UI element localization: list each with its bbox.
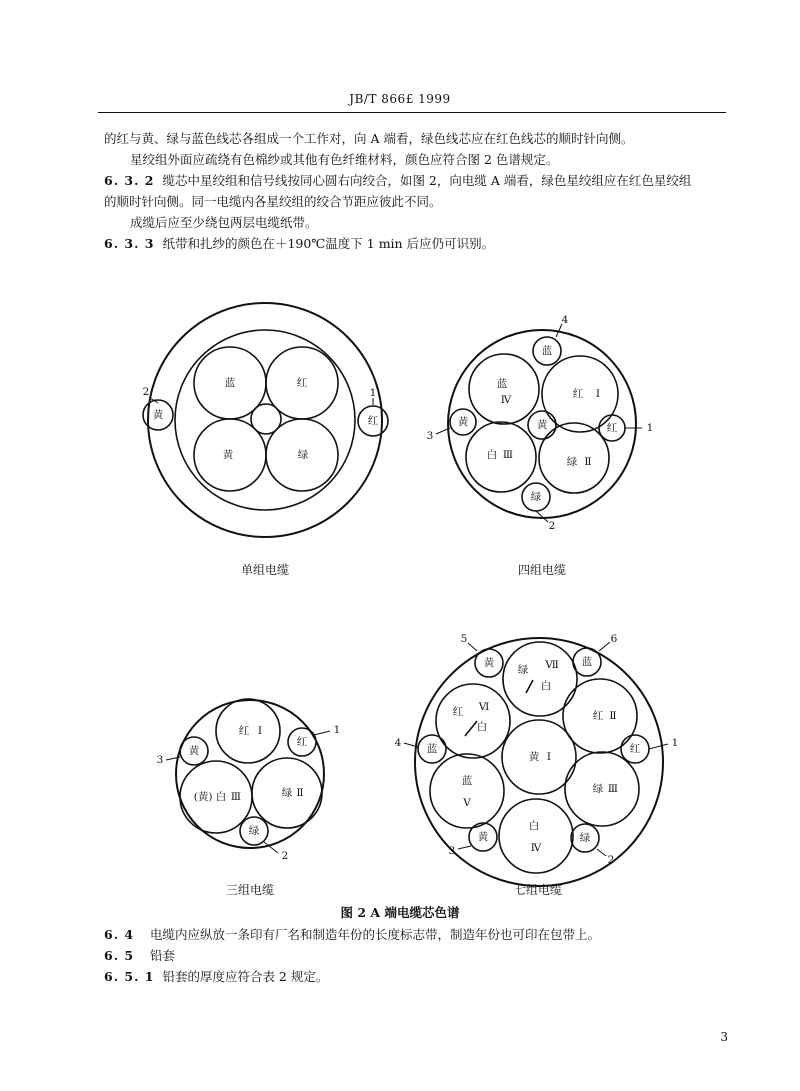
outer-label: 黄 [483, 657, 495, 669]
core-white-iii [466, 422, 536, 492]
paragraph-text: 铅套的厚度应符合表 2 规定。 [162, 969, 329, 984]
section-number: 6. 5. 1 [104, 969, 155, 984]
outer-label: 黄 [457, 416, 469, 428]
core-numeral: Ⅳ [530, 842, 542, 854]
core-numeral: Ⅱ [296, 787, 304, 799]
core-label: 蓝 [224, 377, 236, 389]
callout-number: 5 [460, 633, 468, 645]
outer-label: 绿 [530, 491, 542, 503]
callout-number: 1 [646, 422, 654, 434]
callout-number: 2 [142, 386, 150, 398]
core-numeral: Ⅳ [500, 394, 512, 406]
core-green-vii [503, 642, 577, 716]
outer-sheath [148, 303, 382, 537]
core-label: 绿 [517, 664, 529, 676]
core-numeral: Ⅱ [609, 710, 617, 722]
outer-label: 红 [367, 415, 379, 427]
core-numeral: Ⅵ [478, 701, 490, 713]
core-label: 白 [528, 820, 540, 832]
core-label: 绿 [592, 783, 604, 795]
outer-label: 红 [606, 422, 618, 434]
callout-number: 4 [561, 314, 569, 326]
callout-number: 1 [369, 387, 377, 399]
paragraph-2: 星绞组外面应疏绕有色棉纱或其他有色纤维材料，颜色应符合图 2 色谱规定。 [130, 152, 559, 167]
outer-label: 蓝 [426, 743, 438, 755]
core-numeral: Ⅴ [463, 797, 471, 809]
paragraph-text: 缆芯中星绞组和信号线按同心圆右向绞合，如图 2，向电缆 A 端看，绿色星绞组应在红色星绞组 [162, 173, 692, 188]
figure-title: 图 2 A 端电缆芯色谱 [340, 905, 460, 920]
core-numeral: Ⅲ [607, 783, 619, 795]
core-numeral: Ⅰ [546, 751, 552, 763]
core-label: 红 [452, 706, 464, 718]
paragraph-4: 成缆后应至少绕包两层电缆纸带。 [130, 215, 318, 230]
core-label: 蓝 [496, 378, 508, 390]
outer-label: 蓝 [581, 656, 593, 668]
outer-label: 绿 [248, 825, 260, 837]
core-label: 黄 [528, 751, 540, 763]
core-label: 红 [572, 388, 584, 400]
core-label: 绿 [297, 449, 309, 461]
center-label: 黄 [536, 419, 548, 431]
section-number: 6. 5 [104, 948, 135, 963]
paragraph-8 [104, 966, 728, 987]
core-white-iv [499, 799, 573, 873]
core-numeral: Ⅰ [595, 388, 601, 400]
outer-label: 红 [296, 736, 308, 748]
paragraph-6 [104, 924, 728, 945]
section-number: 6. 4 [104, 927, 135, 942]
callout-number: 4 [394, 737, 402, 749]
core-numeral: Ⅰ [257, 725, 263, 737]
core-numeral: Ⅲ [502, 449, 514, 461]
callout-number: 2 [607, 854, 615, 866]
core-label: 蓝 [461, 775, 473, 787]
outer-label: 黄 [477, 831, 489, 843]
caption-single-cable: 单组电缆 [240, 563, 289, 577]
caption-four-cable: 四组电缆 [517, 563, 566, 577]
callout-number: 3 [426, 430, 434, 442]
paragraph-3-cont: 的顺时针向侧。同一电缆内各星绞组的绞合节距应彼此不同。 [104, 194, 442, 209]
standard-code: JB/T 866£ 1999 [349, 92, 451, 106]
caption-seven-cable: 七组电缆 [513, 883, 562, 897]
outer-label: 绿 [579, 832, 591, 844]
core-label: (黄) 白 [193, 791, 227, 803]
callout-number: 2 [548, 520, 556, 532]
figure-single-cable [143, 303, 388, 537]
core-label: 绿 [281, 787, 293, 799]
callout-number: 1 [333, 724, 341, 736]
paragraph-text: 电缆内应纵放一条印有厂名和制造年份的长度标志带，制造年份也可印在包带上。 [150, 927, 601, 942]
center-filler [251, 404, 281, 434]
paragraph-7 [104, 945, 728, 966]
page-number: 3 [720, 1030, 728, 1044]
paragraph-text: 纸带和扎纱的颜色在＋190℃温度下 1 min 后应仍可识别。 [162, 236, 495, 251]
outer-label: 黄 [188, 745, 200, 757]
core-label: 红 [296, 377, 308, 389]
core-numeral: Ⅲ [230, 791, 242, 803]
core-label: 绿 [566, 456, 578, 468]
outer-label: 红 [629, 743, 641, 755]
core-label: 黄 [222, 449, 234, 461]
callout-number: 6 [610, 633, 618, 645]
callout-number: 3 [156, 754, 164, 766]
core-label: 白 [486, 449, 498, 461]
core-sub-label: 白 [540, 680, 552, 692]
core-blue-v [430, 754, 504, 828]
core-sub-label: 白 [476, 721, 488, 733]
section-number: 6. 3. 3 [104, 236, 155, 251]
callout-number: 3 [448, 845, 456, 857]
section-number: 6. 3. 2 [104, 173, 155, 188]
core-red-vi [436, 684, 510, 758]
outer-label: 蓝 [541, 345, 553, 357]
core-label: 红 [592, 710, 604, 722]
core-label: 红 [238, 725, 250, 737]
paragraph-text: 铅套 [150, 948, 176, 963]
paragraph-1: 的红与黄、绿与蓝色线芯各组成一个工作对，向 A 端看，绿色线芯应在红色线芯的顺时针向侧。 [104, 131, 634, 146]
callout-number: 1 [671, 737, 679, 749]
core-numeral: Ⅶ [545, 659, 559, 671]
caption-three-cable: 三组电缆 [225, 883, 274, 897]
core-numeral: Ⅱ [584, 456, 592, 468]
callout-number: 2 [281, 850, 289, 862]
outer-label: 黄 [152, 409, 164, 421]
